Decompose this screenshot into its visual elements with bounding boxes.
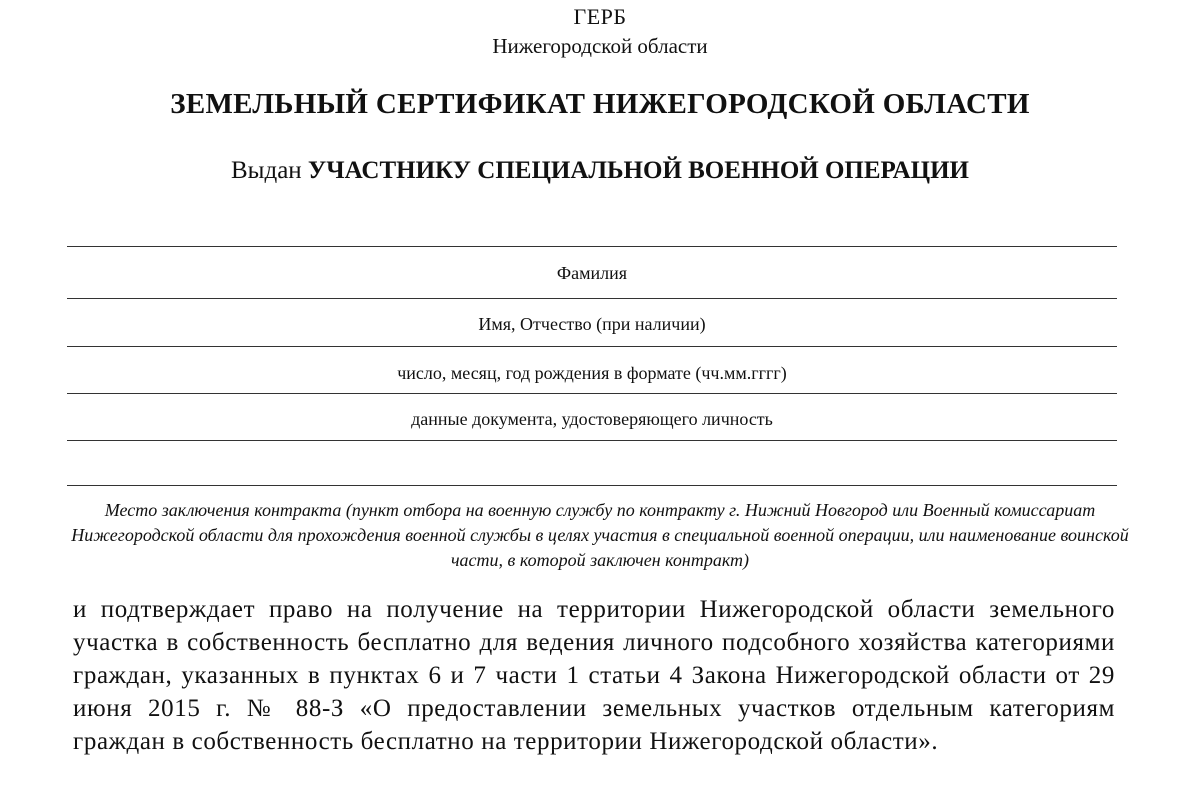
- field-line-name-patronymic[interactable]: [67, 298, 1117, 299]
- certificate-body-text: и подтверждает право на получение на территории Нижегородской области земельного участка в собственность бесплатно для ведения личного подсобного хозяйства категориями граждан, указанных в пунктах 6 и 7 части 1 статьи 4 Закона Нижегородской области от 29 июня 2015 г. № 88-З «О предоставлении земельных участков отдельным категориям граждан в собственность бесплатно на территории Нижегородской области».: [73, 596, 1115, 755]
- field-line-id-document[interactable]: [67, 393, 1117, 394]
- issued-to-line: [0, 155, 1200, 187]
- issued-prefix: Выдан: [231, 157, 302, 184]
- emblem-region-caption: Нижегородской области: [492, 34, 708, 58]
- field-label-surname: Фамилия: [556, 263, 628, 283]
- document-title: ЗЕМЕЛЬНЫЙ СЕРТИФИКАТ НИЖЕГОРОДСКОЙ ОБЛАСТИ: [170, 88, 1030, 120]
- field-line-birthdate[interactable]: [67, 346, 1117, 347]
- field-line-surname[interactable]: [67, 246, 1117, 247]
- field-label-birthdate: число, месяц, год рождения в формате (чч.мм.гггг): [397, 363, 787, 383]
- field-line-contract-place-bottom: [67, 485, 1117, 486]
- field-label-id-document: данные документа, удостоверяющего личность: [411, 409, 773, 429]
- contract-place-note: Место заключения контракта (пункт отбора на военную службу по контракту г. Нижний Новгород или Военный комиссариат Нижегородской области для прохождения военной службы в целях участия в специальной военной операции, или наименование воинской части, в которой заключен контракт): [71, 500, 1129, 570]
- field-line-contract-place[interactable]: [67, 440, 1117, 441]
- field-label-name-patronymic: Имя, Отчество (при наличии): [478, 314, 706, 334]
- emblem-placeholder: ГЕРБ: [573, 4, 627, 29]
- issued-recipient: УЧАСТНИКУ СПЕЦИАЛЬНОЙ ВОЕННОЙ ОПЕРАЦИИ: [307, 157, 969, 184]
